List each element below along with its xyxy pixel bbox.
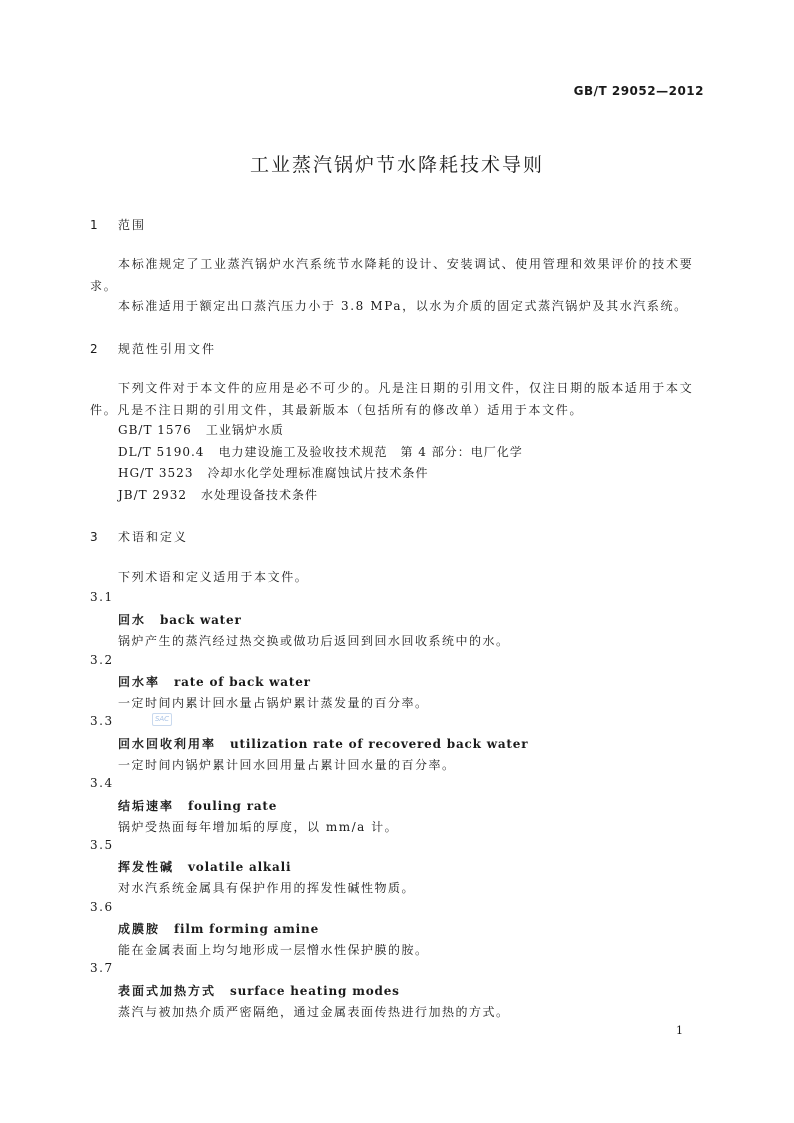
- term-english: volatile alkali: [188, 860, 292, 874]
- term-number: 3.1: [90, 590, 114, 604]
- term-definition: 一定时间内锅炉累计回水回用量占累计回水量的百分率。: [118, 758, 456, 772]
- term-definition: 锅炉产生的蒸汽经过热交换或做功后返回到回水回收系统中的水。: [118, 634, 510, 648]
- reference-code: JB/T 2932: [118, 488, 188, 502]
- term-definition: 蒸汽与被加热介质严密隔绝，通过金属表面传热进行加热的方式。: [118, 1005, 510, 1019]
- term-definition: 对水汽系统金属具有保护作用的挥发性碱性物质。: [118, 881, 416, 895]
- page-number: 1: [676, 1024, 683, 1037]
- term-entry: [118, 673, 311, 690]
- term-english: utilization rate of recovered back water: [230, 737, 529, 751]
- reference-title: 冷却水化学处理标准腐蚀试片技术条件: [207, 466, 429, 480]
- term-definition: 锅炉受热面每年增加垢的厚度，以 mm/a 计。: [118, 820, 399, 834]
- term-number: 3.5: [90, 838, 114, 852]
- reference-item: [118, 421, 284, 438]
- document-title: 工业蒸汽锅炉节水降耗技术导则: [249, 154, 544, 176]
- standard-number: GB/T 29052—2012: [573, 84, 704, 98]
- reference-code: HG/T 3523: [118, 466, 194, 480]
- term-entry: [118, 611, 242, 628]
- scope-paragraph-1: 本标准规定了工业蒸汽锅炉水汽系统节水降耗的设计、安装调试、使用管理和效果评价的技术要求。: [90, 257, 694, 293]
- section-title: 范围: [118, 218, 147, 232]
- term-english: fouling rate: [188, 799, 278, 813]
- reference-title: 电力建设施工及验收技术规范 第 4 部分：电厂化学: [218, 445, 523, 459]
- term-chinese: 表面式加热方式: [118, 984, 217, 998]
- term-number: 3.4: [90, 776, 114, 790]
- term-entry: [118, 797, 277, 814]
- reference-item: [118, 443, 523, 460]
- term-chinese: 回水回收利用率: [118, 737, 217, 751]
- reference-item: [118, 486, 318, 503]
- term-entry: [118, 920, 319, 937]
- term-chinese: 回水: [118, 613, 147, 627]
- term-english: surface heating modes: [230, 984, 400, 998]
- term-number: 3.2: [90, 653, 114, 667]
- reference-code: GB/T 1576: [118, 423, 192, 437]
- term-entry: [118, 735, 528, 752]
- term-chinese: 成膜胺: [118, 922, 161, 936]
- terms-intro: 下列术语和定义适用于本文件。: [118, 570, 309, 584]
- term-number: 3.3: [90, 714, 114, 728]
- term-number: 3.6: [90, 900, 114, 914]
- section-heading-terms-definitions: [90, 528, 188, 545]
- term-entry: [118, 858, 291, 875]
- reference-title: 水处理设备技术条件: [201, 488, 319, 502]
- section-title: 术语和定义: [118, 530, 189, 544]
- reference-code: DL/T 5190.4: [118, 445, 205, 459]
- term-chinese: 回水率: [118, 675, 161, 689]
- section-number: 2: [90, 342, 98, 356]
- term-entry: [118, 982, 400, 999]
- term-english: back water: [160, 613, 242, 627]
- references-intro: 下列文件对于本文件的应用是必不可少的。凡是注日期的引用文件，仅注日期的版本适用于本文件。凡是不注日期的引用文件，其最新版本（包括所有的修改单）适用于本文件。: [90, 381, 694, 417]
- section-number: 1: [90, 218, 98, 232]
- scope-paragraph-2: 本标准适用于额定出口蒸汽压力小于 3.8 MPa，以水为介质的固定式蒸汽锅炉及其水汽系统。: [118, 299, 688, 313]
- term-english: film forming amine: [174, 922, 319, 936]
- term-chinese: 挥发性碱: [118, 860, 175, 874]
- term-chinese: 结垢速率: [118, 799, 175, 813]
- term-definition: 能在金属表面上均匀地形成一层憎水性保护膜的胺。: [118, 943, 429, 957]
- section-title: 规范性引用文件: [118, 342, 217, 356]
- section-number: 3: [90, 530, 98, 544]
- reference-title: 工业锅炉水质: [205, 423, 284, 437]
- reference-item: [118, 464, 428, 481]
- term-number: 3.7: [90, 961, 114, 975]
- sac-watermark: SAC: [152, 713, 172, 726]
- term-english: rate of back water: [174, 675, 311, 689]
- section-heading-scope: [90, 216, 146, 233]
- section-heading-normative-references: [90, 340, 216, 357]
- term-definition: 一定时间内累计回水量占锅炉累计蒸发量的百分率。: [118, 696, 429, 710]
